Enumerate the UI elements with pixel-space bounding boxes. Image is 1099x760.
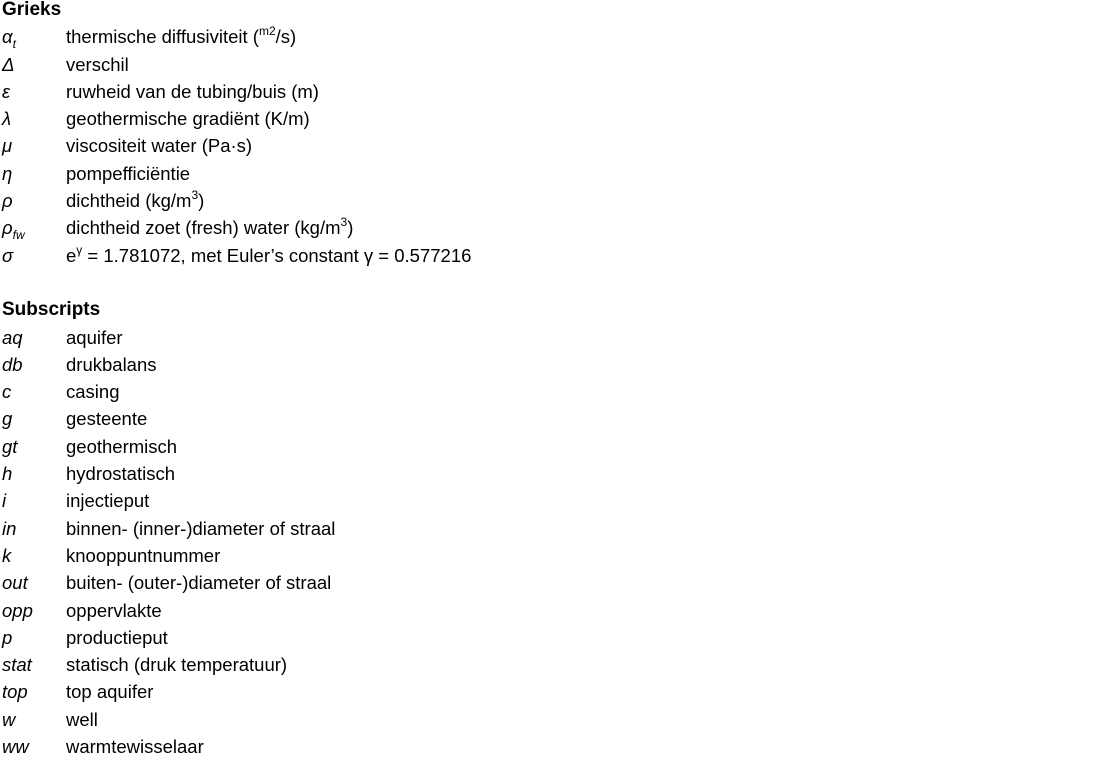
greek-symbol-char: σ bbox=[2, 244, 14, 266]
greek-symbol bbox=[2, 105, 66, 132]
greek-row bbox=[2, 242, 1092, 269]
subscript-description: gesteente bbox=[66, 408, 148, 430]
greek-symbol bbox=[2, 51, 66, 78]
greek-row bbox=[2, 105, 1092, 132]
subscript-description: oppervlakte bbox=[66, 599, 162, 621]
greek-symbol-char: μ bbox=[2, 135, 13, 157]
greek-symbol-char: α bbox=[2, 26, 13, 48]
subscript-row bbox=[2, 378, 1092, 405]
greek-description-text: dichtheid zoet (fresh) water (kg/m bbox=[66, 217, 341, 239]
subscript-row bbox=[2, 351, 1092, 378]
greek-description bbox=[66, 23, 1092, 50]
subscript-symbol: in bbox=[2, 517, 17, 539]
greek-row bbox=[2, 160, 1092, 187]
subscript-row bbox=[2, 542, 1092, 569]
greek-symbol-char: λ bbox=[2, 108, 12, 130]
subscript-symbol: top bbox=[2, 681, 28, 703]
subscript-row bbox=[2, 569, 1092, 596]
subscript-row bbox=[2, 405, 1092, 432]
subscript-row bbox=[2, 733, 1092, 760]
greek-description-tail: ) bbox=[347, 217, 354, 239]
subscript-row bbox=[2, 624, 1092, 651]
greek-symbol bbox=[2, 242, 66, 269]
subscript-symbol: h bbox=[2, 463, 13, 485]
greek-description-text: viscositeit water (Pa·s) bbox=[66, 135, 253, 157]
greek-description bbox=[66, 242, 1092, 269]
subscripts-heading: Subscripts bbox=[2, 299, 101, 321]
section-spacer bbox=[2, 269, 1092, 296]
subscript-description: productieput bbox=[66, 626, 168, 648]
subscript-description: aquifer bbox=[66, 326, 123, 348]
subscript-symbol: aq bbox=[2, 326, 23, 348]
subscript-symbol: out bbox=[2, 572, 28, 594]
greek-symbol-subscript: fw bbox=[12, 228, 25, 243]
greek-row bbox=[2, 78, 1092, 105]
greek-description-superscript: γ bbox=[76, 242, 83, 257]
greek-description bbox=[66, 78, 1092, 105]
subscript-symbol: i bbox=[2, 490, 7, 512]
greek-description bbox=[66, 187, 1092, 214]
subscript-description: buiten- (outer-)diameter of straal bbox=[66, 572, 332, 594]
greek-description-superscript: 3 bbox=[191, 188, 199, 203]
subscript-row bbox=[2, 324, 1092, 351]
greek-symbol-char: ε bbox=[2, 80, 11, 102]
subscript-row bbox=[2, 433, 1092, 460]
subscript-symbol: p bbox=[2, 626, 13, 648]
subscript-symbol: opp bbox=[2, 599, 33, 621]
greek-description-tail: = 1.781072, met Euler’s constant γ = 0.577216 bbox=[82, 244, 472, 266]
greek-description-text: geothermische gradiënt (K/m) bbox=[66, 108, 310, 130]
greek-heading: Grieks bbox=[2, 0, 62, 20]
subscript-symbol: w bbox=[2, 708, 16, 730]
subscript-row bbox=[2, 706, 1092, 733]
subscript-row bbox=[2, 487, 1092, 514]
greek-description-text: dichtheid (kg/m bbox=[66, 190, 192, 212]
subscript-symbol: c bbox=[2, 381, 12, 403]
greek-symbol bbox=[2, 78, 66, 105]
subscript-symbol: gt bbox=[2, 435, 18, 457]
subscript-list bbox=[2, 324, 1092, 760]
greek-description-tail: ) bbox=[198, 190, 205, 212]
subscript-row bbox=[2, 515, 1092, 542]
subscript-description: well bbox=[66, 708, 98, 730]
greek-row bbox=[2, 23, 1092, 50]
greek-description bbox=[66, 214, 1092, 241]
greek-symbol-char: ρ bbox=[2, 217, 13, 239]
subscript-symbol: stat bbox=[2, 654, 32, 676]
greek-symbol bbox=[2, 23, 66, 50]
subscript-symbol: ww bbox=[2, 736, 29, 758]
greek-description-text: pompefficiëntie bbox=[66, 162, 191, 184]
greek-description-text: e bbox=[66, 244, 77, 266]
nomenclature-document bbox=[2, 0, 1092, 760]
subscript-description: casing bbox=[66, 381, 120, 403]
greek-row bbox=[2, 51, 1092, 78]
subscript-symbol: db bbox=[2, 353, 23, 375]
subscript-description: knooppuntnummer bbox=[66, 544, 221, 566]
greek-symbol bbox=[2, 160, 66, 187]
subscript-description: drukbalans bbox=[66, 353, 157, 375]
greek-description bbox=[66, 160, 1092, 187]
greek-symbol-subscript: t bbox=[12, 37, 16, 52]
greek-symbol bbox=[2, 187, 66, 214]
subscript-row bbox=[2, 597, 1092, 624]
subscript-description: warmtewisselaar bbox=[66, 736, 204, 758]
greek-symbol bbox=[2, 214, 66, 241]
greek-description bbox=[66, 105, 1092, 132]
greek-description bbox=[66, 51, 1092, 78]
subscript-description: statisch (druk temperatuur) bbox=[66, 654, 288, 676]
subscript-row bbox=[2, 678, 1092, 705]
subscript-description: top aquifer bbox=[66, 681, 154, 703]
greek-symbol-char: Δ bbox=[2, 53, 15, 75]
greek-symbol bbox=[2, 132, 66, 159]
greek-description-text: ruwheid van de tubing/buis (m) bbox=[66, 80, 319, 102]
greek-description-text: thermische diffusiviteit ( bbox=[66, 26, 259, 48]
greek-description-superscript: m2 bbox=[258, 24, 276, 39]
greek-description-tail: /s) bbox=[275, 26, 297, 48]
greek-symbol-char: η bbox=[2, 162, 13, 184]
subscript-description: injectieput bbox=[66, 490, 150, 512]
subscript-description: binnen- (inner-)diameter of straal bbox=[66, 517, 336, 539]
greek-symbol-list bbox=[2, 23, 1092, 269]
subscript-symbol: g bbox=[2, 408, 13, 430]
subscript-row bbox=[2, 460, 1092, 487]
greek-symbol-char: ρ bbox=[2, 190, 13, 212]
greek-description-superscript: 3 bbox=[340, 215, 348, 230]
greek-description bbox=[66, 132, 1092, 159]
greek-row bbox=[2, 214, 1092, 241]
subscript-description: hydrostatisch bbox=[66, 463, 175, 485]
greek-row bbox=[2, 132, 1092, 159]
subscript-symbol: k bbox=[2, 544, 12, 566]
subscript-row bbox=[2, 651, 1092, 678]
greek-row bbox=[2, 187, 1092, 214]
greek-description-text: verschil bbox=[66, 53, 129, 75]
subscript-description: geothermisch bbox=[66, 435, 178, 457]
